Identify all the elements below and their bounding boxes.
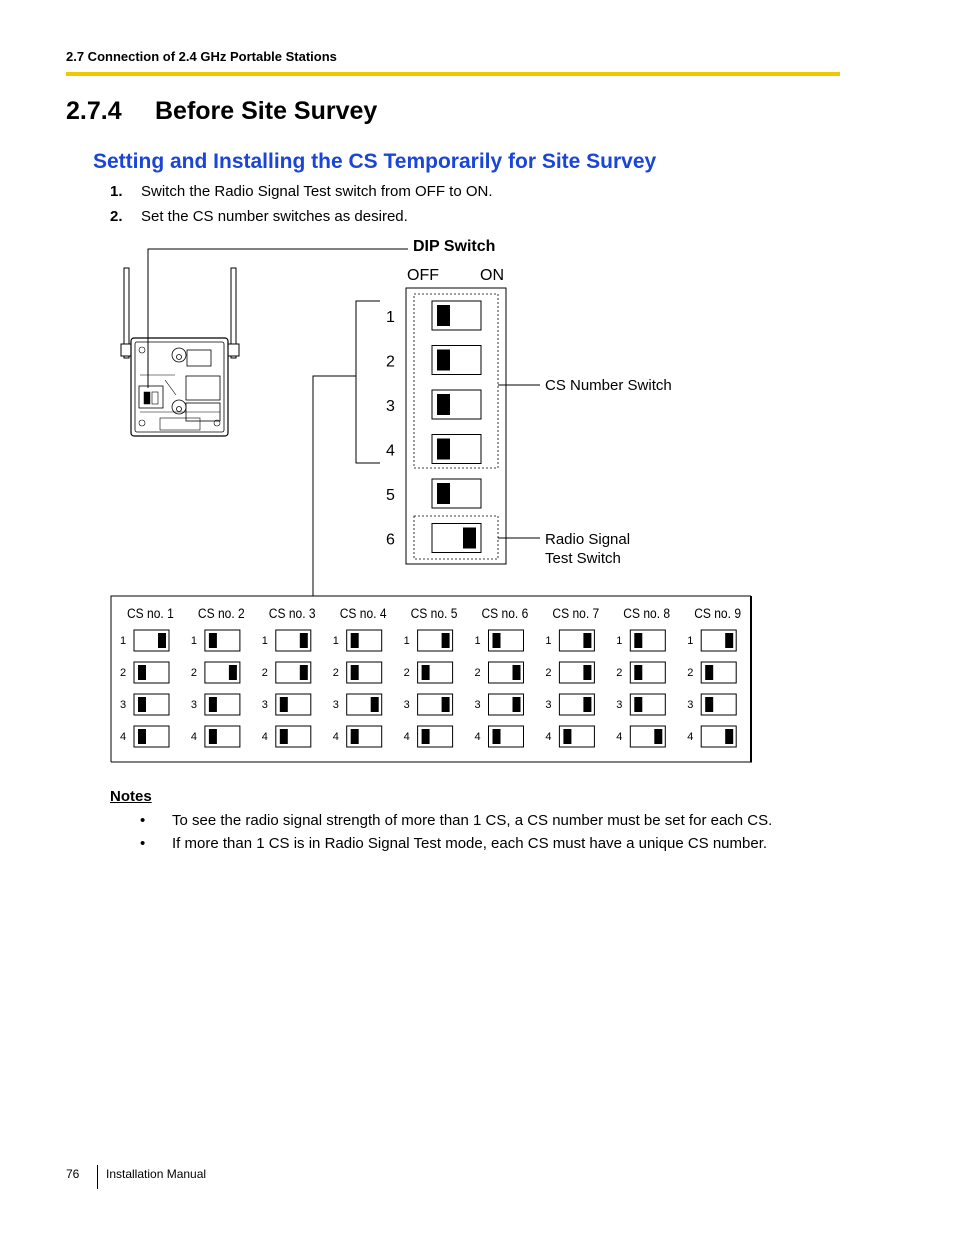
mini-switch-knob	[351, 665, 359, 680]
row-number: 3	[545, 699, 552, 711]
dip-switch-title: DIP Switch	[413, 238, 496, 255]
cs-column	[404, 605, 458, 747]
section-heading: Before Site Survey	[155, 97, 378, 125]
dip-switch-2	[386, 346, 481, 375]
on-label: ON	[480, 267, 504, 284]
row-number: 1	[261, 635, 268, 647]
cs-column-label: CS no. 3	[268, 605, 316, 622]
switch-number: 5	[386, 487, 395, 504]
cs-column	[475, 605, 529, 747]
row-number: 1	[190, 635, 198, 647]
mini-switch-knob	[705, 665, 713, 680]
dip-switch-5	[386, 479, 481, 508]
cs-unit-illustration	[121, 268, 239, 436]
cs-column-label: CS no. 6	[481, 605, 529, 622]
step-number: 1.	[110, 183, 123, 200]
mini-switch-knob	[229, 665, 237, 680]
row-number: 1	[545, 635, 552, 647]
mini-switch-knob	[138, 729, 146, 744]
mini-switch-knob	[158, 633, 166, 648]
switch-knob	[437, 439, 450, 460]
mini-switch-knob	[513, 665, 521, 680]
row-number: 4	[545, 731, 552, 743]
mini-switch-knob	[209, 633, 217, 648]
note-item	[140, 811, 772, 834]
row-number: 2	[332, 667, 339, 679]
running-head: 2.7 Connection of 2.4 GHz Portable Stations	[66, 49, 337, 64]
row-number: 2	[474, 667, 481, 679]
footer-rule	[97, 1165, 98, 1189]
cs-column-label: CS no. 5	[410, 605, 458, 622]
note-item	[140, 834, 772, 857]
mini-switch-knob	[583, 665, 591, 680]
switch-knob	[437, 350, 450, 371]
dip-switches	[386, 301, 481, 553]
step-text: Set the CS number switches as desired.	[141, 208, 408, 225]
row-number: 4	[616, 731, 623, 743]
cs-column-label: CS no. 7	[552, 605, 600, 622]
row-number: 4	[332, 731, 339, 743]
mini-switch-knob	[138, 697, 146, 712]
row-number: 4	[474, 731, 481, 743]
section-number: 2.7.4	[66, 97, 122, 125]
cs-column-label: CS no. 1	[126, 605, 174, 622]
mini-switch-knob	[634, 665, 642, 680]
row-number: 2	[190, 667, 198, 679]
row-number: 3	[190, 699, 198, 711]
row-number: 4	[687, 731, 694, 743]
notes-title: Notes	[110, 788, 152, 805]
mini-switch-knob	[563, 729, 571, 744]
mini-switch-knob	[138, 665, 146, 680]
cs-column-label: CS no. 4	[339, 605, 387, 622]
switch-knob	[463, 528, 476, 549]
row-number: 1	[332, 635, 339, 647]
mini-switch-knob	[280, 697, 288, 712]
row-number: 3	[403, 699, 410, 711]
cs-column	[333, 605, 387, 747]
switch-knob	[437, 305, 450, 326]
dip-switch-6	[386, 524, 481, 553]
mini-switch-knob	[422, 665, 430, 680]
mini-switch-knob	[583, 633, 591, 648]
bullet: •	[140, 835, 146, 852]
row-number: 3	[120, 699, 127, 711]
dip-switch-4	[386, 435, 481, 464]
row-number: 1	[403, 635, 410, 647]
row-number: 2	[261, 667, 268, 679]
cs-column-label: CS no. 9	[694, 605, 742, 622]
row-number: 1	[474, 635, 481, 647]
test-switch-label: Test Switch	[545, 550, 621, 567]
row-number: 2	[545, 667, 552, 679]
notes-list	[140, 811, 772, 857]
row-number: 1	[120, 635, 127, 647]
row-number: 3	[261, 699, 268, 711]
row-number: 2	[120, 667, 127, 679]
number-bracket	[356, 301, 380, 463]
mini-switch-knob	[634, 633, 642, 648]
cs-number-switch-label: CS Number Switch	[545, 377, 672, 394]
switch-number: 4	[386, 442, 395, 460]
row-number: 2	[616, 667, 623, 679]
mini-switch-knob	[351, 729, 359, 744]
mini-switch-knob	[442, 633, 450, 648]
mini-switch-knob	[583, 697, 591, 712]
mini-switch-knob	[300, 665, 308, 680]
mini-switch-knob	[493, 633, 501, 648]
cs-number-table	[120, 605, 741, 747]
mini-switch-knob	[725, 633, 733, 648]
switch-number: 3	[386, 398, 395, 415]
row-number: 4	[190, 731, 198, 743]
mini-switch-knob	[371, 697, 379, 712]
cs-column	[120, 605, 174, 747]
step-number: 2.	[110, 208, 123, 225]
switch-number: 6	[386, 531, 395, 549]
dip-switch-3	[386, 390, 481, 419]
row-number: 3	[687, 699, 694, 711]
row-number: 4	[120, 731, 127, 743]
cs-column-label: CS no. 2	[197, 605, 245, 622]
row-number: 3	[332, 699, 339, 711]
mini-switch-knob	[422, 729, 430, 744]
cs-column	[616, 605, 670, 747]
row-number: 3	[616, 699, 623, 711]
page-number: 76	[66, 1167, 80, 1181]
row-number: 1	[616, 635, 623, 647]
mini-switch-knob	[442, 697, 450, 712]
row-number: 4	[261, 731, 268, 743]
bullet: •	[140, 812, 146, 829]
row-number: 2	[687, 667, 694, 679]
switch-number: 2	[386, 353, 395, 371]
cs-column	[262, 605, 316, 747]
footer-text: Installation Manual	[106, 1167, 207, 1181]
mini-switch-knob	[634, 697, 642, 712]
mini-switch-knob	[209, 697, 217, 712]
switch-knob	[437, 394, 450, 415]
radio-signal-label: Radio Signal	[545, 531, 631, 548]
note-text: If more than 1 CS is in Radio Signal Test mode, each CS must have a unique CS number.	[172, 835, 768, 852]
switch-number: 1	[386, 309, 395, 326]
mini-switch-knob	[280, 729, 288, 744]
mini-switch-knob	[300, 633, 308, 648]
mini-switch-knob	[493, 729, 501, 744]
step-text: Switch the Radio Signal Test switch from OFF to ON.	[141, 183, 493, 200]
cs-column	[687, 605, 741, 747]
mini-switch-knob	[209, 729, 217, 744]
row-number: 3	[474, 699, 481, 711]
off-label: OFF	[407, 267, 439, 284]
switch-knob	[437, 483, 450, 504]
mini-switch-knob	[513, 697, 521, 712]
mini-switch-knob	[705, 697, 713, 712]
table-leader-line	[313, 376, 356, 596]
cs-column-label: CS no. 8	[623, 605, 671, 622]
subsection-title: Setting and Installing the CS Temporarily for Site Survey	[93, 150, 657, 173]
note-text: To see the radio signal strength of more than 1 CS, a CS number must be set for each CS.	[172, 812, 773, 829]
mini-switch-knob	[654, 729, 662, 744]
cs-column	[545, 605, 599, 747]
dip-switch-1	[386, 301, 481, 330]
row-number: 2	[403, 667, 410, 679]
mini-switch-knob	[725, 729, 733, 744]
row-number: 4	[403, 731, 410, 743]
cs-column	[191, 605, 245, 747]
mini-switch-knob	[351, 633, 359, 648]
row-number: 1	[687, 635, 694, 647]
